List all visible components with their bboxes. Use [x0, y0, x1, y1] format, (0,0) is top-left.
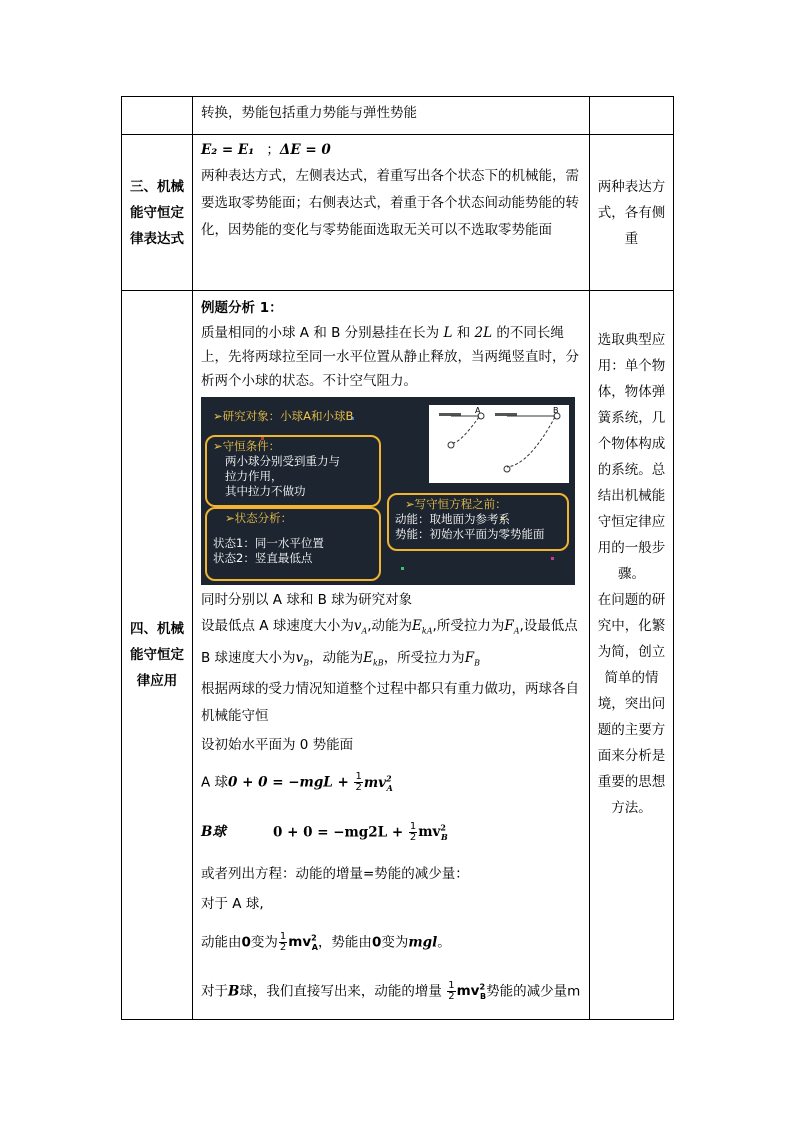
text-part: 球，我们直接写出来，动能的增量: [239, 983, 447, 1000]
condition-line: 两小球分别受到重力与: [225, 454, 340, 468]
text-part: ，动能为: [309, 649, 364, 666]
text-part: 动能由: [201, 934, 242, 951]
var-FB: $F_B$: [464, 649, 480, 668]
text-part: 变为: [381, 934, 409, 951]
text-part: ，势能由: [317, 934, 372, 951]
equation-B-label: B球: [201, 824, 226, 841]
potential-term-A: mgl: [408, 934, 438, 951]
var-vA: $v_A$: [353, 618, 368, 636]
paragraph-ball-B: [201, 968, 584, 1017]
row2-note-line: 式，各有侧: [597, 204, 666, 221]
row3-note-line: 用：单个物: [597, 358, 666, 374]
row3-note-line: 面来分析是: [597, 748, 666, 764]
var-EkB: $E_{kB}$: [363, 649, 384, 668]
row3-heading-line: 能守恒定: [130, 647, 184, 663]
ball-B: B: [228, 983, 240, 1000]
conservation-formula: [201, 137, 584, 163]
row2-note-line: 重: [624, 230, 639, 247]
kinetic-term-A: $mv^2_A$: [288, 933, 318, 952]
fraction-half: $\frac{1}{2}$: [409, 820, 417, 843]
example-slide-image: [201, 397, 575, 585]
paragraph-zero-level: 设初始水平面为 0 势能面: [201, 737, 354, 754]
row3-note-line: 简单的情: [604, 670, 659, 686]
state-line: 状态2：竖直最低点: [213, 551, 313, 565]
text-part: ,动能为: [367, 618, 413, 634]
equation-A-label: A 球: [201, 774, 229, 791]
table-row: [122, 135, 674, 291]
row3-heading-line: 四、机械: [130, 621, 184, 637]
condition-title: ➢守恒条件：: [213, 439, 281, 453]
row1-content-cell: [193, 97, 590, 135]
row3-note-line: 为简，创立: [597, 644, 666, 660]
problem-text-part: 的不同长绳上，先将两球拉至同一水平位置从静止释放，当两绳竖直时，分析两个小球的状态。不计空气阻力。: [201, 325, 579, 389]
row3-note-line: 个物体构成: [597, 436, 666, 452]
condition-line: 拉力作用，: [225, 469, 283, 483]
condition-line: 其中拉力不做功: [225, 484, 306, 498]
row2-note-cell: [590, 135, 674, 291]
fraction-half: $\frac{1}{2}$: [279, 930, 287, 953]
table-row: [122, 291, 674, 1020]
text-part: 势能的减少量m: [486, 983, 581, 1000]
ball-B-label: B: [553, 406, 559, 415]
value-zero: 0: [241, 934, 251, 951]
before-title: ➢写守恒方程之前：: [405, 497, 507, 511]
row2-heading-line: 律表达式: [130, 230, 184, 247]
text-part: 对于: [201, 983, 228, 1000]
ball-A-label: A: [475, 406, 481, 415]
pendulum-svg: [429, 405, 569, 483]
var-EkA: $E_{kA}$: [412, 618, 433, 636]
slide-state-box: [205, 507, 381, 581]
equation-A: [201, 760, 584, 805]
row3-note-line: 簧系统，几: [597, 410, 666, 426]
text-part: ,设最低点 B 球速度大小为: [201, 618, 578, 666]
row2-content-cell: [193, 135, 590, 291]
equation-B-tail: $mv^2_B$: [418, 822, 448, 842]
before-line: 势能：初始水平面为零势能面: [395, 527, 545, 541]
row3-note-line: 的系统。总: [597, 462, 666, 478]
row3-note-line: 境，突出问: [597, 696, 666, 712]
example-title: 例题分析 1：: [201, 300, 283, 316]
lesson-table: [121, 96, 674, 1020]
equation-A-tail: $mv^2_A$: [363, 773, 393, 793]
length-L: L: [443, 325, 453, 341]
problem-text-part: 质量相同的小球 A 和 B 分别悬挂在长为: [201, 325, 444, 341]
paragraph-objects: 同时分别以 A 球和 B 球为研究对象: [201, 592, 413, 608]
row3-note-line: 体，物体弹: [597, 384, 666, 400]
value-zero: 0: [371, 934, 382, 951]
text-part: 。: [437, 934, 451, 951]
slide-before-box: [387, 493, 569, 551]
text-part: ,所受拉力为: [432, 618, 505, 634]
text-part: ，所受拉力为: [383, 649, 465, 666]
formula-separator: ；: [262, 142, 280, 158]
paragraph-ball-A-energy: [201, 919, 584, 968]
row3-note-line: 结出机械能: [597, 488, 666, 504]
row3-note-line: 在问题的研: [597, 592, 666, 608]
row3-note-line: 题的主要方: [597, 722, 666, 738]
problem-text-part: 和: [452, 325, 475, 341]
row1-note-cell: [590, 97, 674, 135]
row2-body: 两种表达方式，左侧表达式，着重写出各个状态下的机械能，需要选取零势能面；右侧表达式，着重于各个状态间动能势能的转化，因势能的变化与零势能面选取无关可以不选取零势能面: [201, 168, 579, 238]
formula-left: E₂ = E₁: [201, 142, 255, 158]
paragraph-ball-A: 对于 A 球,: [201, 895, 264, 912]
problem-text: [201, 321, 584, 393]
row3-note-line: 究中，化繁: [597, 618, 666, 634]
row3-note-cell: [590, 291, 674, 1020]
paragraph-definitions: [201, 613, 584, 676]
row3-note-line: 骤。: [618, 566, 645, 582]
state-line: 状态1：同一水平位置: [213, 536, 324, 550]
paragraph-reasoning: 根据两球的受力情况知道整个过程中都只有重力做功，两球各自机械能守恒: [201, 681, 579, 725]
row3-note-line: 选取典型应: [597, 332, 666, 348]
row3-note-line: 守恒定律应: [597, 514, 666, 530]
kinetic-term-B: $mv^2_B$: [456, 982, 487, 1002]
text-part: 变为: [250, 934, 278, 951]
fraction-half: $\frac{1}{2}$: [448, 979, 455, 1002]
slide-condition-box: [205, 435, 381, 507]
row2-heading-line: 能守恒定: [130, 204, 184, 221]
length-2L: 2L: [474, 325, 493, 341]
row3-note-line: 方法。: [611, 800, 652, 816]
fraction-half: $\frac{1}{2}$: [355, 771, 362, 794]
row3-content-cell: [193, 291, 590, 1020]
row3-note-line: 用的一般步: [597, 540, 666, 556]
paragraph-energy-change: 或者列出方程：动能的增量=势能的减少量：: [201, 865, 469, 882]
table-row: [122, 97, 674, 135]
var-FA: $F_A$: [504, 618, 520, 636]
formula-right: ΔE = 0: [279, 142, 331, 158]
pendulum-diagram: [429, 405, 569, 483]
slide-research-object: ➢研究对象：小球A和小球B: [213, 409, 354, 423]
var-vB: $v_B$: [295, 649, 310, 668]
row2-heading-line: 三、机械: [130, 178, 184, 195]
row3-heading-line: 律应用: [136, 673, 178, 689]
equation-B-lhs: 0 + 0 = −mg2L +: [273, 824, 408, 841]
state-title: ➢状态分析：: [225, 511, 293, 525]
equation-B: [201, 806, 584, 859]
row3-note-line: 重要的思想: [597, 774, 666, 790]
row3-heading-cell: [122, 291, 193, 1020]
row2-heading-cell: [122, 135, 193, 291]
row1-heading-cell: [122, 97, 193, 135]
row1-text: 转换，势能包括重力势能与弹性势能: [201, 105, 417, 121]
equation-A-lhs: 0 + 0 = −mgL +: [228, 774, 354, 791]
text-part: 设最低点 A 球速度大小为: [201, 618, 354, 634]
before-line: 动能：取地面为参考系: [395, 512, 510, 526]
row2-note-line: 两种表达方: [597, 178, 666, 195]
